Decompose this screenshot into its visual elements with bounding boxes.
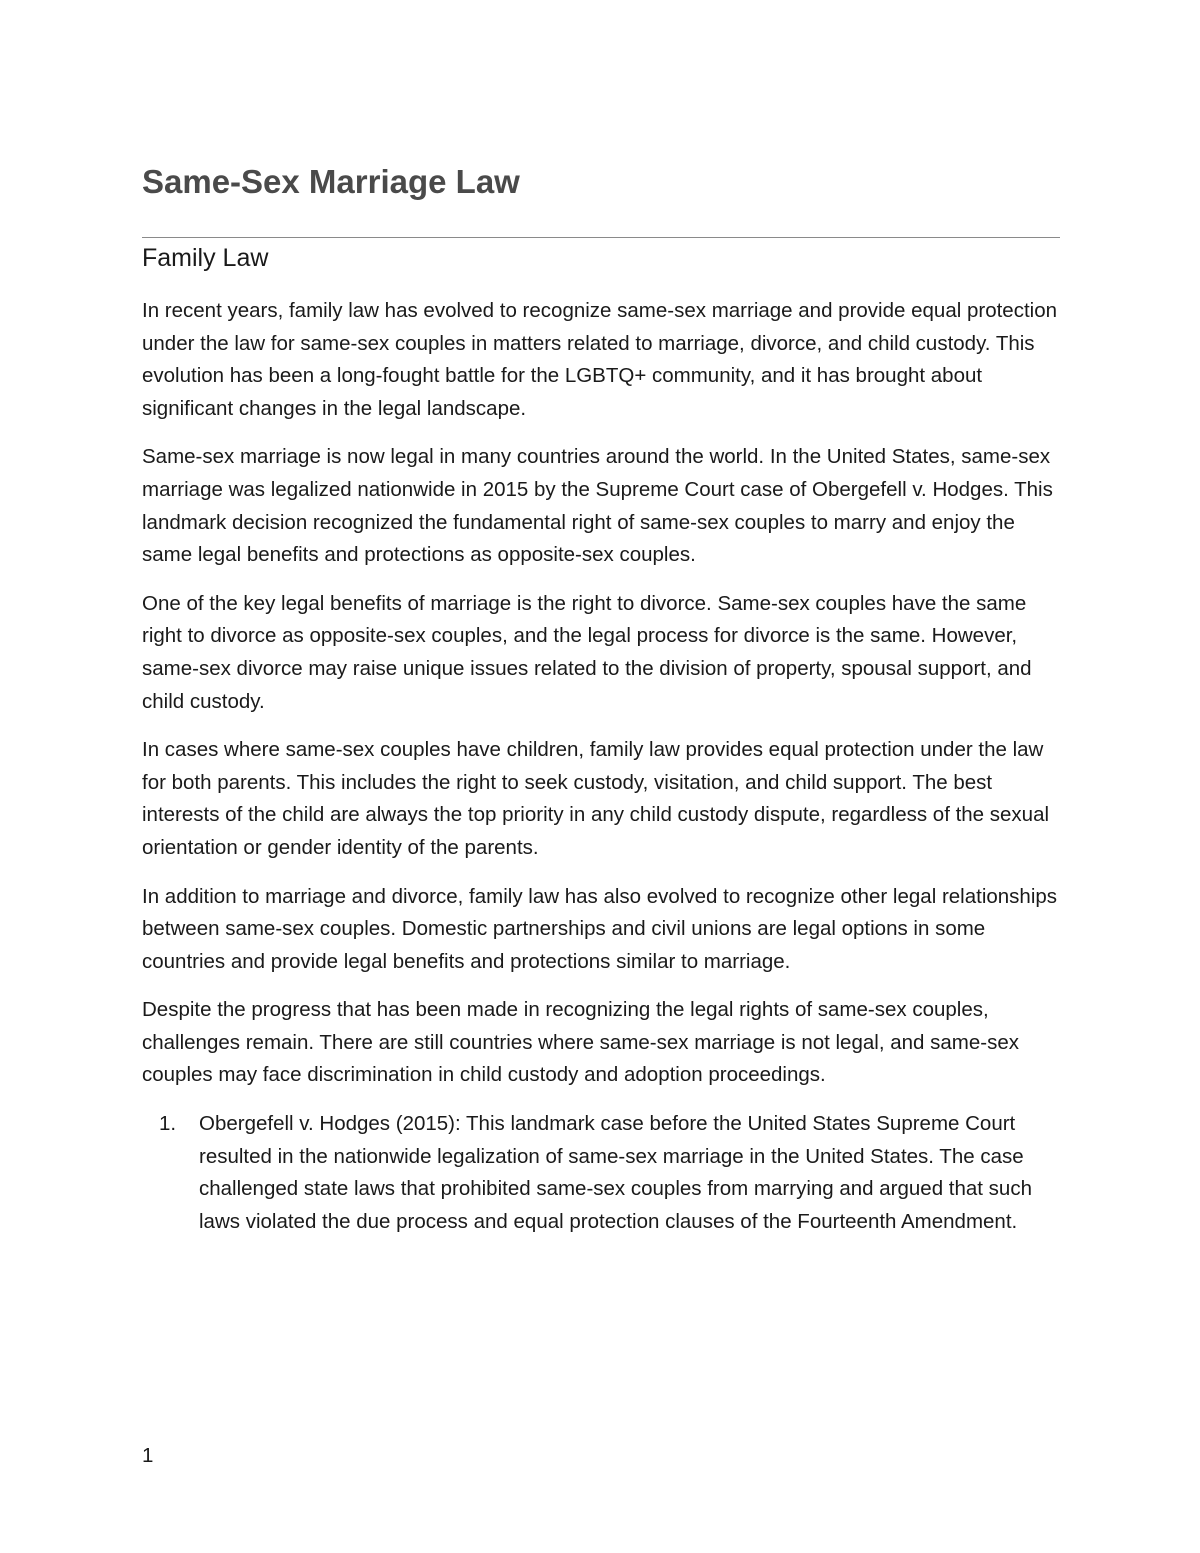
paragraph: Same-sex marriage is now legal in many countries around the world. In the United States, same-sex marriage was legalized nationwide in 2015 by the Supreme Court case of Obergefell v. Hodges. This landmark decision recognized the fundamental right of same-sex couples to marry and enjoy the same legal benefits and protections as opposite-sex couples. xyxy=(142,445,1053,567)
list-item xyxy=(159,1108,1049,1238)
page-number: 1 xyxy=(142,1444,154,1467)
list-item-text: Obergefell v. Hodges (2015): This landmark case before the United States Supreme Court resulted in the nationwide legalization of same-sex marriage in the United States. The case challenged state laws that prohibited same-sex couples from marrying and argued that such laws violated the due process and equal protection clauses of the Fourteenth Amendment. xyxy=(199,1112,1032,1233)
paragraph: In addition to marriage and divorce, family law has also evolved to recognize other legal relationships between same-sex couples. Domestic partnerships and civil unions are legal options in some countries and provide legal benefits and protections similar to marriage. xyxy=(142,884,1058,973)
paragraph: In cases where same-sex couples have children, family law provides equal protection under the law for both parents. This includes the right to seek custody, visitation, and child support. The best interests of the child are always the top priority in any child custody dispute, regardless of the sexual orientation or gender identity of the parents. xyxy=(142,738,1050,859)
paragraph: Despite the progress that has been made in recognizing the legal rights of same-sex couples, challenges remain. There are still countries where same-sex marriage is not legal, and same-sex couples may face discrimination in child custody and adoption proceedings. xyxy=(142,998,1019,1087)
title-divider xyxy=(142,237,1060,238)
paragraph: One of the key legal benefits of marriage is the right to divorce. Same-sex couples have the same right to divorce as opposite-sex couples, and the legal process for divorce is the same. However, same-sex divorce may raise unique issues related to the division of property, spousal support, and child custody. xyxy=(142,591,1032,713)
list-item-number: 1. xyxy=(159,1112,177,1136)
document-title: Same-Sex Marriage Law xyxy=(142,163,520,200)
section-heading: Family Law xyxy=(142,244,269,272)
numbered-list xyxy=(142,1108,1067,1238)
paragraph: In recent years, family law has evolved to recognize same-sex marriage and provide equal protection under the law for same-sex couples in matters related to marriage, divorce, and child custody. This evolution has been a long-fought battle for the LGBTQ+ community, and it has brought about significant changes in the legal landscape. xyxy=(142,299,1057,420)
document-body xyxy=(142,295,1067,1238)
